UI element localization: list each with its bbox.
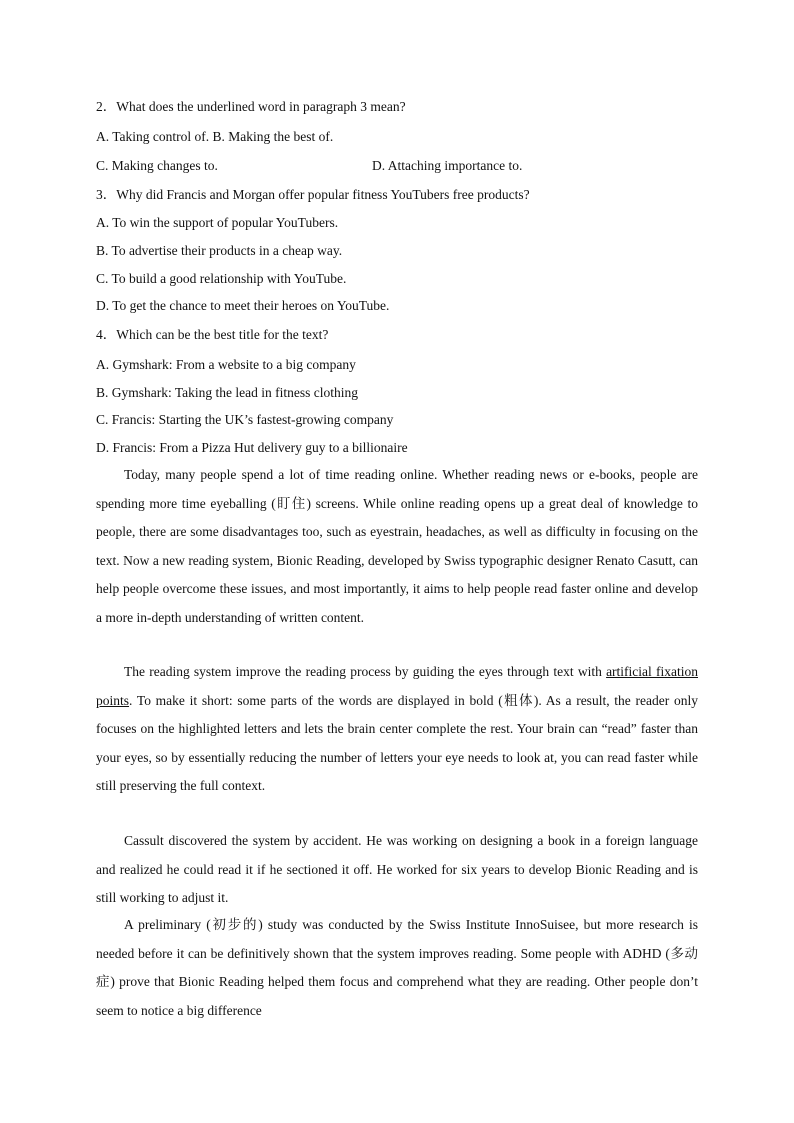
question-3-stem: 3．Why did Francis and Morgan offer popular fitness YouTubers free products? (96, 187, 530, 202)
question-3-option-a: A. To win the support of popular YouTubers. (96, 215, 339, 230)
question-4-stem: 4．Which can be the best title for the text? (96, 327, 329, 342)
passage-paragraph-2 (96, 658, 698, 801)
question-4-option-d: D. Francis: From a Pizza Hut delivery guy to a billionaire (96, 440, 408, 455)
question-2-option-ab: A. Taking control of. B. Making the best of. (96, 129, 334, 144)
passage-paragraph-3: Cassult discovered the system by accident. He was working on designing a book in a foreign language and realized he could read it if he sectioned it off. He worked for six years to develop Bionic Reading and is still working to adjust it. (96, 833, 698, 906)
question-2-option-c: C. Making changes to. (96, 158, 218, 173)
paragraph-2-rest: . To make it short: some parts of the words are displayed in bold (粗体). As a result, the reader only focuses on the highlighted letters and lets the brain center complete the rest. Your brain can “read” faster than your eyes, so by essentially reducing the number of letters your eye needs to look at, you can read faster while still preserving the full context. (96, 692, 698, 794)
passage-paragraph-4: A preliminary (初步的) study was conducted by the Swiss Institute InnoSuisee, but more research is needed before it can be definitively shown that the system improves reading. Some people with ADHD (多动症) prove that Bionic Reading helped them focus and comprehend what they are reading. Other people don’t seem to notice a big difference (96, 917, 698, 1018)
question-2-stem: 2．What does the underlined word in paragraph 3 mean? (96, 99, 406, 114)
question-2-option-d: D. Attaching importance to. (372, 158, 523, 173)
question-4-option-a: A. Gymshark: From a website to a big company (96, 357, 356, 372)
question-4-option-c: C. Francis: Starting the UK’s fastest-growing company (96, 412, 394, 427)
paragraph-2-start: The reading system improve the reading process by guiding the eyes through text with (124, 664, 607, 679)
question-4-option-b: B. Gymshark: Taking the lead in fitness clothing (96, 385, 359, 400)
question-3-option-b: B. To advertise their products in a cheap way. (96, 243, 343, 258)
passage-paragraph-1: Today, many people spend a lot of time reading online. Whether reading news or e-books, people are spending more time eyeballing (盯住) screens. While online reading opens up a great deal of knowledge to people, there are some disadvantages too, such as eyestrain, headaches, as well as difficulty in focusing on the text. Now a new reading system, Bionic Reading, developed by Swiss typographic designer Renato Casutt, can help people overcome these issues, and most importantly, it aims to help people read faster online and develop a more in-depth understanding of written content. (96, 467, 698, 625)
question-3-option-d: D. To get the chance to meet their heroes on YouTube. (96, 298, 390, 313)
question-3-option-c: C. To build a good relationship with YouTube. (96, 271, 347, 286)
underlined-phrase: artificial fixation points (96, 664, 698, 708)
